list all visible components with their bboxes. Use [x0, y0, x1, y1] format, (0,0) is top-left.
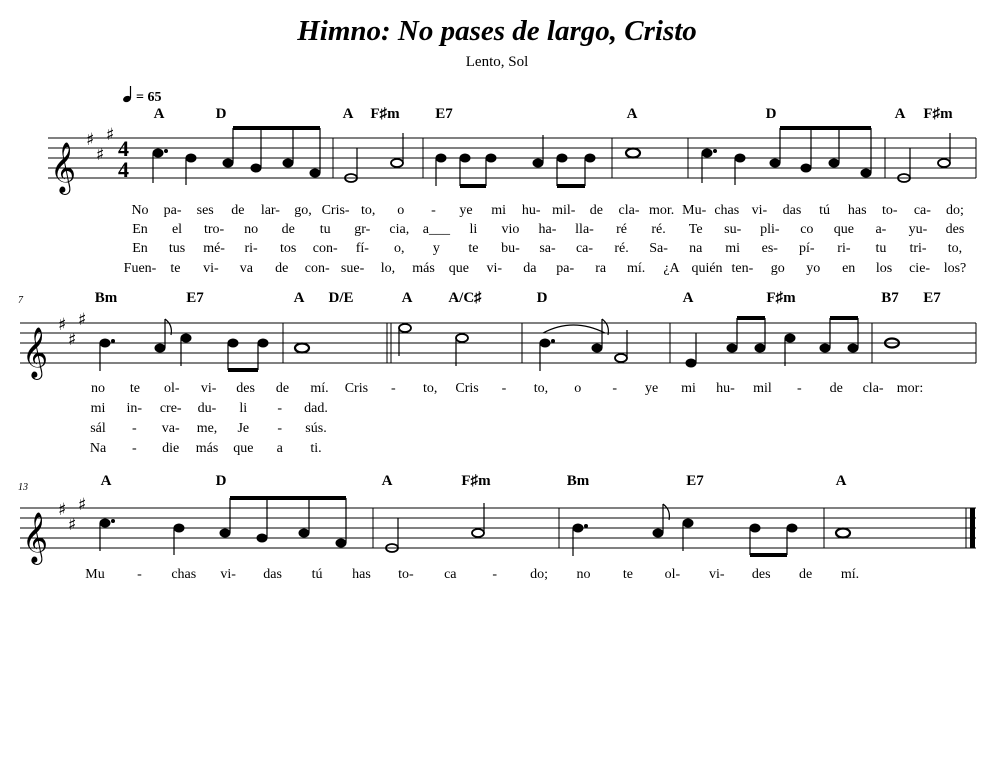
lyric-syllable: más [412, 261, 435, 276]
lyric-syllable: sue- [340, 261, 365, 276]
lyric-syllable: no [576, 567, 591, 582]
lyric-syllable: ra [595, 261, 607, 276]
lyric-syllable: cre- [159, 401, 182, 416]
lyric-syllable: pli- [760, 222, 780, 237]
chord-symbol: E7 [186, 290, 204, 306]
lyric-syllable: mor. [648, 203, 675, 218]
lyric-syllable: los [875, 261, 893, 276]
lyric-syllable: dad. [304, 401, 328, 416]
lyric-syllable: ca [444, 567, 457, 582]
chord-symbol: A [835, 473, 847, 489]
lyric-syllable: ¿A [663, 261, 680, 276]
lyric-syllable: bu- [501, 241, 520, 256]
chord-symbol: Bm [566, 473, 590, 489]
chord-symbol: E7 [686, 473, 704, 489]
lyric-syllable: tus [168, 241, 186, 256]
lyric-syllable: mí. [626, 261, 646, 276]
lyric-syllable: yo [806, 261, 821, 276]
lyric-syllable: lar- [260, 203, 280, 218]
chord-symbol: B7 [881, 290, 899, 306]
lyric-syllable: Mu- [682, 203, 707, 218]
lyric-syllable: tu [319, 222, 331, 237]
lyric-syllable: die [162, 441, 180, 456]
lyric-syllable: más [195, 441, 219, 456]
lyric-syllable: vi- [486, 261, 503, 276]
chord-symbol: A [293, 290, 305, 306]
lyric-syllable: no [244, 222, 259, 237]
staff-lines [20, 508, 976, 548]
lyric-syllable: chas [171, 567, 197, 582]
lyric-syllable: lla- [575, 222, 594, 237]
lyric-syllable: te [170, 261, 181, 276]
lyric-syllable: Cris [455, 381, 479, 396]
lyric-syllable: o [397, 203, 405, 218]
lyric-syllable: ye [644, 381, 659, 396]
lyric-syllable: li [469, 222, 478, 237]
lyric-syllable: - [501, 381, 507, 396]
lyric-syllable: has [352, 567, 371, 582]
lyric-syllable: ré [616, 222, 628, 237]
lyric-syllable: de [829, 381, 843, 396]
chord-symbol: A [153, 106, 165, 122]
final-barline [970, 508, 975, 548]
chord-symbol: D [765, 106, 777, 122]
key-signature-sharp-2: ♯ [96, 145, 105, 165]
lyric-syllable: cla- [862, 381, 884, 396]
lyric-syllable: - [492, 567, 498, 582]
lyric-syllable: me, [196, 421, 218, 436]
tempo-value: = 65 [136, 90, 162, 105]
lyric-syllable: cla- [618, 203, 640, 218]
lyric-syllable: no [91, 381, 105, 396]
lyric-syllable: tu [875, 241, 887, 256]
lyric-syllable: na [689, 241, 703, 256]
lyric-syllable: vi- [220, 567, 236, 582]
lyric-syllable: - [131, 441, 137, 456]
lyric-syllable: mé- [203, 241, 225, 256]
lyric-syllable: Je [237, 421, 250, 436]
song-subtitle: Lento, Sol [465, 54, 529, 70]
lyric-syllable: ri- [244, 241, 258, 256]
lyric-syllable: sál [90, 421, 106, 436]
lyric-syllable: ré. [651, 222, 666, 237]
lyric-syllable: te [622, 567, 633, 582]
lyric-syllable: ha- [538, 222, 557, 237]
lyric-syllable: con- [312, 241, 338, 256]
lyric-syllable: to, [533, 381, 549, 396]
lyric-syllable: do; [946, 203, 964, 218]
chord-symbol: D [536, 290, 548, 306]
lyric-syllable: to, [423, 381, 438, 396]
lyric-syllable: to- [398, 567, 414, 582]
lyric-syllable: es- [761, 241, 778, 256]
lyric-syllable: ol- [164, 381, 180, 396]
lyric-syllable: - [431, 203, 436, 218]
measure-number: 7 [18, 295, 23, 306]
lyric-syllable: mor: [896, 381, 924, 396]
lyric-syllable: a [276, 441, 283, 456]
lyric-syllable: pa- [163, 203, 182, 218]
notes [100, 498, 850, 556]
lyric-syllable: ten- [731, 261, 754, 276]
lyric-syllable: de [275, 261, 289, 276]
lyric-syllable: vi- [200, 381, 217, 396]
chord-symbol: D/E [328, 290, 354, 306]
key-signature-sharp-3: ♯ [78, 310, 87, 330]
lyric-syllable: te [129, 381, 140, 396]
lyric-syllable: mí. [310, 381, 329, 396]
measure-number: 13 [18, 482, 28, 493]
lyric-syllable: - [277, 401, 283, 416]
lyric-syllable: Na [89, 441, 107, 456]
lyric-syllable: y [432, 241, 440, 256]
chord-symbol: Bm [94, 290, 118, 306]
lyrics [85, 203, 966, 582]
lyric-syllable: in- [126, 401, 143, 416]
lyric-syllable: En [132, 241, 148, 256]
lyric-syllable: los? [943, 261, 967, 276]
lyric-syllable: te [468, 241, 479, 256]
lyric-syllable: de [281, 222, 295, 237]
key-signature-sharp-3: ♯ [78, 495, 87, 515]
system-3 [18, 482, 976, 565]
lyric-syllable: du- [197, 401, 217, 416]
lyric-syllable: sús. [305, 421, 327, 436]
lyric-syllable: que [233, 441, 254, 456]
lyric-syllable: No [131, 203, 149, 218]
key-signature-sharp-3: ♯ [106, 125, 115, 145]
lyric-syllable: des [945, 222, 965, 237]
lyric-syllable: mil [753, 381, 772, 396]
lyric-syllable: da [523, 261, 537, 276]
lyric-syllable: cia, [389, 222, 410, 237]
lyric-syllable: o [574, 381, 582, 396]
lyric-syllable: go [770, 261, 785, 276]
lyric-syllable: des [751, 567, 771, 582]
key-signature-sharp-1: ♯ [58, 500, 67, 520]
chord-symbol: A [342, 106, 354, 122]
chord-symbol: A [682, 290, 694, 306]
lyric-syllable: de [275, 381, 290, 396]
chord-symbol: F♯m [461, 473, 491, 489]
lyric-syllable: su- [724, 222, 742, 237]
lyric-syllable: de [798, 567, 813, 582]
lyric-syllable: En [132, 222, 148, 237]
system-2 [18, 295, 976, 380]
lyric-syllable: que [833, 222, 855, 237]
treble-clef-icon: 𝄞 [22, 512, 49, 563]
lyric-syllable: Cris- [321, 203, 350, 218]
lyric-syllable: o, [394, 241, 405, 256]
chord-symbol: A [100, 473, 112, 489]
lyric-syllable: que [448, 261, 470, 276]
lyric-syllable: ti. [310, 441, 322, 456]
lyric-syllable: ye [459, 203, 473, 218]
lyric-syllable: mí. [840, 567, 860, 582]
lyric-syllable: cie- [909, 261, 931, 276]
chord-symbol: D [215, 473, 227, 489]
chord-symbol: A [626, 106, 638, 122]
lyric-syllable: mi [681, 381, 696, 396]
lyric-syllable: vi- [203, 261, 219, 276]
chord-symbol: A [894, 106, 906, 122]
time-signature-bottom: 4 [118, 157, 129, 182]
treble-clef-icon: 𝄞 [50, 142, 77, 193]
lyric-syllable: vio [501, 222, 520, 237]
lyric-syllable: des [236, 381, 255, 396]
lyric-syllable: hu- [716, 381, 735, 396]
lyric-syllable: tú [819, 203, 831, 218]
lyric-syllable: Te [688, 222, 703, 237]
lyric-syllable: do; [530, 567, 549, 582]
lyric-syllable: - [796, 381, 802, 396]
lyric-syllable: mi [90, 401, 106, 416]
lyric-syllable: - [390, 381, 396, 396]
lyric-syllable: sa- [539, 241, 556, 256]
lyric-syllable: ses [196, 203, 214, 218]
staff-lines [20, 323, 976, 363]
lyric-syllable: tos [280, 241, 297, 256]
chord-symbol: A [381, 473, 393, 489]
tempo-marking [122, 86, 161, 105]
lyric-syllable: tri- [909, 241, 927, 256]
song-title: Himno: No pases de largo, Cristo [297, 15, 697, 47]
quarter-note-icon [122, 86, 132, 103]
lyric-syllable: hu- [521, 203, 541, 218]
lyric-syllable: das [782, 203, 802, 218]
key-signature-sharp-1: ♯ [86, 130, 95, 150]
lyric-syllable: pa- [556, 261, 575, 276]
lyric-syllable: a___ [422, 222, 451, 237]
lyric-syllable: to, [361, 203, 376, 218]
lyric-syllable: co [800, 222, 814, 237]
key-signature-sharp-1: ♯ [58, 315, 67, 335]
lyric-syllable: ca- [575, 241, 594, 256]
lyric-syllable: pí- [799, 241, 815, 256]
time-signature-top: 4 [118, 136, 129, 161]
lyric-syllable: va- [161, 421, 180, 436]
lyric-syllable: - [131, 421, 137, 436]
notes [153, 128, 950, 186]
lyric-syllable: Sa- [649, 241, 668, 256]
lyric-syllable: li [239, 401, 248, 416]
lyric-syllable: mil- [552, 203, 576, 218]
lyric-syllable: ré. [614, 241, 629, 256]
key-signature-sharp-2: ♯ [68, 330, 77, 350]
lyric-syllable: Fuen- [123, 261, 157, 276]
lyric-syllable: yu- [908, 222, 928, 237]
lyric-syllable: - [612, 381, 618, 396]
lyric-syllable: - [277, 421, 283, 436]
lyric-syllable: mi [491, 203, 506, 218]
lyric-syllable: vi- [709, 567, 725, 582]
lyric-syllable: con- [304, 261, 330, 276]
lyric-syllable: tú [311, 567, 323, 582]
chord-symbol: F♯m [370, 106, 400, 122]
lyric-syllable: fí- [355, 241, 369, 256]
lyric-syllable: to- [882, 203, 898, 218]
chord-symbol: A/C♯ [448, 290, 482, 306]
lyric-syllable: gr- [354, 222, 371, 237]
chord-symbol: A [401, 290, 413, 306]
system-1 [48, 125, 976, 195]
chord-symbol: F♯m [766, 290, 796, 306]
lyric-syllable: va [239, 261, 253, 276]
lyric-syllable: has [847, 203, 867, 218]
chord-symbol: D [215, 106, 227, 122]
key-signature-sharp-2: ♯ [68, 515, 77, 535]
lyric-syllable: - [137, 567, 142, 582]
lyric-syllable: el [171, 222, 183, 237]
lyric-syllable: ol- [664, 567, 681, 582]
lyric-syllable: ri- [837, 241, 851, 256]
lyric-syllable: lo, [380, 261, 396, 276]
lyric-syllable: a- [875, 222, 887, 237]
chord-symbol: E7 [923, 290, 941, 306]
lyric-syllable: go, [294, 203, 312, 218]
chord-symbol: F♯m [923, 106, 953, 122]
lyric-syllable: chas [714, 203, 740, 218]
lyric-syllable: en [842, 261, 856, 276]
lyric-syllable: quién [691, 261, 723, 276]
lyric-syllable: ca- [913, 203, 931, 218]
chord-symbol: E7 [435, 106, 453, 122]
lyric-syllable: tro- [203, 222, 225, 237]
lyric-syllable: das [263, 567, 282, 582]
lyric-syllable: de [589, 203, 604, 218]
lyric-syllable: de [231, 203, 245, 218]
lyric-syllable: to, [947, 241, 963, 256]
lyric-syllable: Cris [344, 381, 369, 396]
lyric-syllable: vi- [751, 203, 768, 218]
treble-clef-icon: 𝄞 [22, 327, 49, 378]
lyric-syllable: mi [725, 241, 741, 256]
lyric-syllable: Mu [85, 567, 105, 582]
